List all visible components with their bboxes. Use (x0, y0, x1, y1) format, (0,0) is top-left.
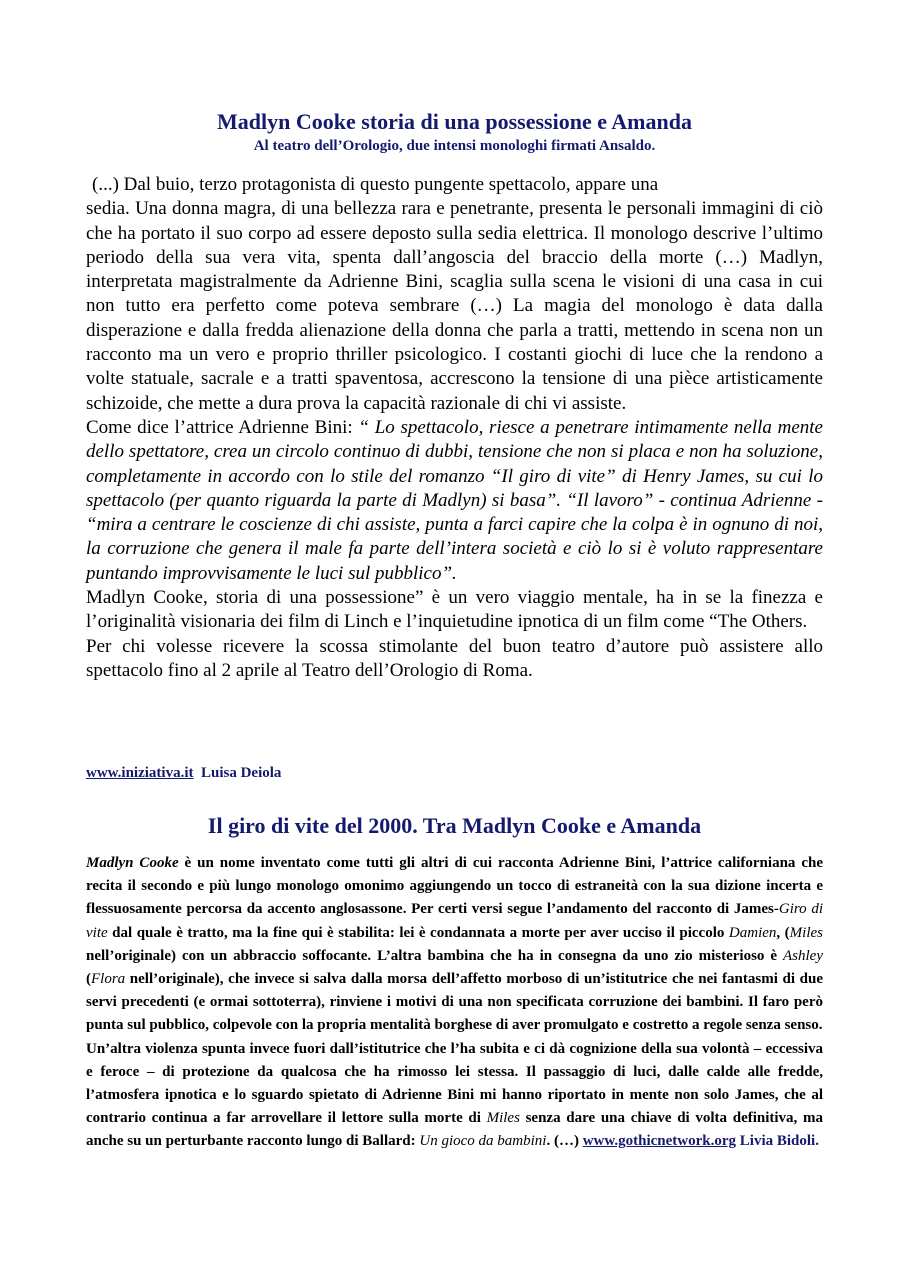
article-subtitle: Al teatro dell’Orologio, due intensi monologhi firmati Ansaldo. (253, 138, 656, 154)
signature (86, 763, 823, 783)
quote-paragraph (86, 416, 823, 586)
text-run: , ( (776, 924, 790, 941)
paragraph: Per chi volesse ricevere la scossa stimolante del buon teatro d’autore può assistere allo spettacolo fino al 2 aprile al Teatro dell’Orologio di Roma. (86, 635, 823, 681)
text-run: è un nome inventato come tutti gli altri di cui racconta Adrienne Bini, l’attrice californiana che recita il secondo e più lungo monologo omonimo aggiungendo un tocco di estraneità con la sua dizione incerta e flessuosamente percorsa da accento anglosassone. Per certi versi segue l’andamento del racconto di James- (86, 855, 823, 918)
text-run: ( (86, 971, 91, 988)
italic-run: Un gioco da bambini (419, 1133, 547, 1150)
article-body (86, 173, 823, 683)
italic-run: Damien (728, 924, 777, 941)
text-run: nell’originale), che invece si salva dalla morsa dell’affetto morboso di un’istitutrice che nei fantasmi di due servi precedenti (e ormai sottoterra), rinviene i motivi di una non specificata corruzione dei bambini. Il faro però punta sul pubblico, colpevole con la propria mentalità borghese di aver promulgato e costretto a regole senza senso. (86, 971, 823, 1034)
signature (583, 1133, 819, 1149)
article-title: Madlyn Cooke storia di una possessione e Amanda (217, 109, 692, 134)
paragraph (86, 852, 823, 1038)
italic-run: Giro di vite (86, 901, 823, 941)
quote-intro: Come dice l’attrice Adrienne Bini: (86, 416, 353, 438)
text-run: senza dare una chiave di volta definitiva, ma anche su un perturbante racconto lungo di Ballard: (86, 1110, 823, 1150)
italic-run: Flora (91, 971, 126, 988)
quote-text: “ Lo spettacolo, riesce a penetrare intimamente nella mente dello spettatore, crea un circolo continuo di dubbi, tensione che non si placa e non ha soluzione, completamente in accordo con lo stile del romanzo “Il giro di vite” di Henry James, su cui lo spettacolo (per quanto riguarda la parte di Madlyn) si basa”. “Il lavoro” - continua Adrienne - “mira a centrare le coscienze di chi assiste, punta a farci capire che la colpa è in ognuno di noi, la corruzione che genera il male fa parte dell’intera società e ciò lo si è voluto rappresentare puntando improvvisamente le luci sul pubblico”. (86, 416, 823, 584)
italic-run: Miles (486, 1110, 520, 1127)
paragraph: sedia. Una donna magra, di una bellezza rara e penetrante, presenta le personali immagini di ciò che ha portato il suo corpo ad essere deposto sulla sedia elettrica. Il monologo descrive l’ultimo periodo della sua vera vita, spenta dall’angoscia del braccio della morte (…) Madlyn, interpretata magistralmente da Adrienne Bini, scaglia sulla scena le visioni di una casa in cui non tutto era perfetto come poteva sembrare (…) La magia del monologo è data dalla disperazione e dalla fredda alienazione della donna che parla a tratti, mettendo in scena non un racconto ma un vero e proprio thriller psicologico. I costanti giochi di luce che la rendono a volte statuale, sacrale e a tratti spaventosa, accrescono la tensione di una pièce artisticamente schizoide, che mette a dura prova la capacità razionale di chi vi assiste. (86, 198, 823, 414)
lead-line: (...) Dal buio, terzo protagonista di questo pungente spettacolo, appare una (92, 174, 659, 195)
text-run: Un’altra violenza spunta invece fuori dall’istitutrice che l’ha subita e ci dà cognizione della sua volontà – eccessiva e feroce – di protezione da qualcosa che ha rimosso lei stessa. Il passaggio di luci, dalle calde alle fredde, l’atmosfera ipnotica e lo sguardo spietato di Adrienne Bini mi hanno riportato in mente non solo James, che al contrario continua a far arrovellare il lettore sulla morte di (86, 1040, 823, 1127)
author-name: Luisa Deiola (201, 765, 282, 781)
author-name: Livia Bidoli. (736, 1133, 819, 1150)
second-article-body (86, 852, 823, 1154)
second-article-title: Il giro di vite del 2000. Tra Madlyn Cooke e Amanda (207, 813, 702, 838)
source-link[interactable]: www.iniziativa.it (86, 765, 194, 781)
source-link[interactable]: www.gothicnetwork.org (582, 1133, 737, 1150)
italic-run: Miles (789, 924, 823, 941)
paragraph: Madlyn Cooke, storia di una possessione” è un vero viaggio mentale, ha in se la finezza e l’originalità visionaria dei film di Linch e l’inquietudine ipnotica di un film come “The Others. (86, 587, 823, 633)
text-run: . (…) (546, 1133, 583, 1150)
paragraph (86, 1038, 823, 1154)
text-run: dal quale è tratto, ma la fine qui è stabilita: lei è condannata a morte per aver ucciso il piccolo (107, 924, 729, 941)
italic-run: Ashley (783, 947, 823, 964)
name-emphasis: Madlyn Cooke (86, 855, 179, 871)
text-run: nell’originale) con un abbraccio soffocante. L’altra bambina che ha in consegna da uno zio misterioso è (86, 947, 784, 964)
